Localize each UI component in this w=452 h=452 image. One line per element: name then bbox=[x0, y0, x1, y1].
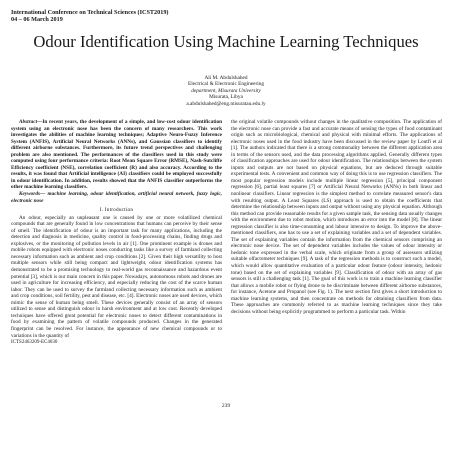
keywords-label: Keywords— bbox=[19, 191, 46, 198]
author-dept: Electrical & Electronic Engineering bbox=[187, 81, 265, 88]
author-city: Misurata, Libya bbox=[209, 94, 243, 101]
author-name: Ali M. Abdulshahed bbox=[204, 75, 248, 81]
right-paragraph: the original volatile compounds without changes in the qualitative composition. The application of the electronic nose can provide a fast and accurate means of sensing the types of food contaminant origin such as microbiological, chemical and physical with minimal efforts. The applications of electronic noses used in the food industry have been discussed in the review paper by Loutfi et al [1]. The authors indicated that there is a strong commonality between the different application area in terms of the sensors used, and the data processing algorithms applied. Generally different types of classification approaches are used for odour identification. The relationships between the system inputs and outputs are not based on physical equations, but are deduced through suitable experimental tests. A convenient and common way of doing this is to use regression classifiers. The most popular regression models include multiple linear regression [5], principal component regression [6], partial least squares [7] or Artificial Neural Networks (ANNs) in both linear and nonlinear classifiers. Linear regression is the simplest method to correlate measured sensor's data with resulting output. A Least Squares (LS) approach is used to obtain the coefficients that determine the relationship between inputs and output without using any physical equation. Although this method can provide reasonable results for a given sample task, the sensing data usually changes with the environment due to robot motion, which introduces an error into the model [8]. The linear regression classifier is also time-consuming and labour intensive to design. To improve the above-mentioned classifiers, one has to use a set of explaining variables and a set of dependent variables. The set of explaining variables contain the information from the chemical sensors comprising an electronic nose device. The set of dependent variables includes the values of odour intensity or hedonic tone expressed in the verbal scale, which originate from a group of assessors utilizing suitable olfactometer techniques [9]. A task of the regression methods is to construct such a model, which would allow quantitative evaluation of a particular odour feature (odour intensity, hedonic tone) based on the set of explaining variables [9]. Classification of odour with an array of gas sensors is still a challenging task [1]. The goal of this work is to train a machine learning classifier that allows a mobile robot or flying drone to be discriminate between different airborne substances, for instance, Acetone and Propanol (see Fig. 1). The next section first gives a short introduction to machine learning systems, and then concentrate on methods for obtaining classifiers from data. These approaches are commonly referred to as machine learning techniques since they take decisions without being explicitly programmed to perform a particular task. Within bbox=[231, 119, 442, 315]
conference-name: International Conference on Technical Sciences (ICST2019) bbox=[11, 9, 169, 16]
right-column bbox=[231, 119, 442, 315]
abstract-label: Abstract bbox=[19, 119, 38, 125]
keywords bbox=[11, 191, 222, 204]
page-number: 239 bbox=[221, 403, 231, 409]
abstract-text: —In recent years, the development of a simple, and low-cost odour identification system using an electronic nose has been the concern of many researchers. This work investigates the abilities of machine learning techniques; Adaptive Neuro-Fuzzy Inference System (ANFIS), Artificial Neural Networks (ANNs), and Gaussian classifiers to identify different airborne substances. Furthermore, its future trend perspectives and challenging problem are also mentioned. The performances of the classifiers used in this study were computed using four performance criteria: Root Mean Square Error (RMSE), Nash-Sutcliffe Efficiency coefficient (NSE), correlation coefficient (R) and also accuracy. According to the results, it was found that Artificial intelligence (AI) classifiers could be employed successfully in odour identification. In addition, results showed that the ANFIS classifier outperforms the other machine learning classifiers. bbox=[11, 119, 222, 191]
conference-dates: 04 – 06 March 2019 bbox=[11, 16, 63, 24]
left-column bbox=[11, 119, 222, 347]
intro-paragraph: An odour, especially an unpleasant one is caused by one or more volatilized chemical compounds that are generally found in low concentrations that humans can perceive by their sense of smell. The identification of odour is an important task for many applications, including the detection and diagnosis in medicine, quality control in food-processing chains, finding drugs and explosives, or the monitoring of pollution levels in air [1]. One prominent example is drones and mobile robots equipped with electronic noses conducting tasks like a survey of farmland collecting necessary information such as ambient and crop conditions [2]. Given their high versatility to host multiple sensors while still being compact and lightweight, odour identification systems has demonstrated to be a promising technology to real-world gas reconnaissance and hazardous event potential [3], which is our main concern in this paper. Nowadays, autonomous robots and drones are used in agriculture for increasing efficiency, and especially reducing the cost of the scarce human labor. They can be used to survey the farmland collecting necessary information such as ambient and crop conditions, soil fertility, pest and disease, etc. [4]. Electronic noses are used devices, which mimic the sense of human being smell. These devices generally consist of an array of sensors utilized to sense and distinguish odour in harsh environment and at low cost. Recently developed techniques have offered great potential for electronic noses to detect different contaminations in food by examining the pattern of volatile compounds produced. Changes in the generated fingerprint can be resolved. For instance, the appearance of new chemical compounds or to variations in the quantity of bbox=[11, 214, 222, 339]
section-heading: I. Introduction bbox=[99, 207, 134, 214]
author-org: department, Misurata University bbox=[191, 87, 261, 94]
paper-title: Odour Identification Using Machine Learning Techniques bbox=[33, 32, 419, 51]
paper-id: ICTS2463209-EC4030 bbox=[11, 340, 58, 346]
author-block bbox=[0, 75, 452, 107]
keywords-text: machine learning, odour identification, artificial neural network, fuzzy logic, electronic nose bbox=[11, 191, 222, 204]
author-email: a.abdulshahed@eng.misuratau.edu.ly bbox=[186, 100, 266, 107]
conference-header bbox=[11, 9, 169, 24]
abstract bbox=[11, 119, 222, 191]
